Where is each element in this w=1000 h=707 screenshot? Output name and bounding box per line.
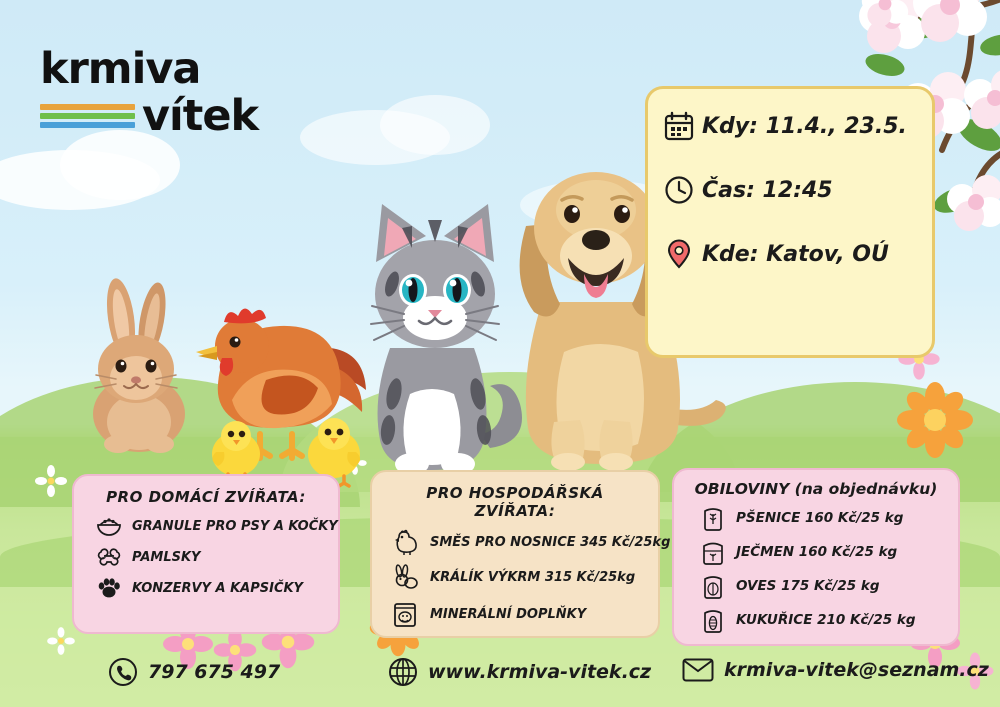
- box-pets-item-2-label: PAMLSKY: [132, 549, 201, 565]
- info-time-label: Čas: 12:45: [702, 177, 833, 203]
- barley-bag-icon: [700, 538, 726, 566]
- box-grain-item-3-label: OVES 175 Kč/25 kg: [736, 578, 880, 594]
- box-pets-item-3-label: KONZERVY A KAPSIČKY: [132, 580, 303, 596]
- wheat-bag-icon: [700, 504, 726, 532]
- bone-icon: [96, 546, 122, 568]
- box-grain-item-1: [686, 504, 946, 532]
- globe-icon: [388, 657, 418, 687]
- logo-line2: vítek: [142, 91, 259, 141]
- orange-flower-icon-right: [900, 385, 970, 455]
- contact-email-label: krmiva-vitek@seznam.cz: [724, 659, 989, 681]
- contact-website-label: www.krmiva-vitek.cz: [428, 661, 652, 683]
- box-grain-item-4: [686, 606, 946, 634]
- box-pets-item-2: [88, 546, 324, 568]
- box-farm-item-1-label: SMĚS PRO NOSNICE 345 Kč/25kg: [430, 534, 671, 550]
- hen-icon: [390, 529, 420, 555]
- map-pin-icon: [664, 239, 694, 269]
- paw-icon: [96, 577, 122, 599]
- box-grain-item-4-label: KUKUŘICE 210 Kč/25 kg: [736, 612, 916, 628]
- info-date-label: Kdy: 11.4., 23.5.: [702, 113, 907, 139]
- cloud-4: [380, 95, 490, 155]
- clock-icon: [664, 175, 694, 205]
- box-pets-item-1: [88, 515, 338, 537]
- rabbit-icon: [390, 564, 420, 590]
- box-pets-item-1-label: GRANULE PRO PSY A KOČKY: [132, 518, 338, 534]
- mineral-bag-icon: [390, 599, 420, 629]
- event-info-card: [645, 86, 935, 358]
- calendar-icon: [664, 111, 694, 141]
- info-row-time: [664, 175, 916, 205]
- box-pets-title: PRO DOMÁCÍ ZVÍŘATA:: [106, 488, 306, 506]
- contact-phone[interactable]: [108, 657, 280, 687]
- box-grain-item-2-label: JEČMEN 160 Kč/25 kg: [736, 544, 898, 560]
- box-grain-item-3: [686, 572, 946, 600]
- envelope-icon: [682, 657, 714, 683]
- box-grain-title: OBILOVINY (na objednávku): [694, 480, 938, 498]
- box-grain: [672, 468, 960, 646]
- logo-line1: krmiva: [40, 44, 201, 94]
- oat-bag-icon: [700, 572, 726, 600]
- bowl-icon: [96, 515, 122, 537]
- box-pets-item-3: [88, 577, 324, 599]
- box-grain-item-2: [686, 538, 946, 566]
- info-row-place: [664, 239, 916, 269]
- box-grain-item-1-label: PŠENICE 160 Kč/25 kg: [736, 510, 904, 526]
- box-farm-item-3: [384, 599, 646, 629]
- corn-bag-icon: [700, 606, 726, 634]
- contact-phone-label: 797 675 497: [148, 661, 281, 683]
- logo-stripes: [40, 104, 135, 131]
- box-pets: [72, 474, 340, 634]
- contact-website[interactable]: [388, 657, 651, 687]
- phone-icon: [108, 657, 138, 687]
- logo: [40, 44, 300, 141]
- white-daisy-icon-1: [36, 466, 66, 496]
- info-place-label: Kde: Katov, OÚ: [702, 241, 889, 267]
- white-daisy-icon-2: [48, 628, 74, 654]
- box-farm-title: PRO HOSPODÁŘSKÁ ZVÍŘATA:: [426, 484, 604, 520]
- box-farm: [370, 470, 671, 638]
- box-farm-item-2: [384, 564, 646, 590]
- contact-email[interactable]: [682, 657, 989, 683]
- info-row-date: [664, 111, 916, 141]
- box-farm-item-2-label: KRÁLÍK VÝKRM 315 Kč/25kg: [430, 569, 636, 585]
- box-farm-item-3-label: MINERÁLNÍ DOPLŇKY: [430, 606, 587, 622]
- box-farm-item-1: [384, 529, 671, 555]
